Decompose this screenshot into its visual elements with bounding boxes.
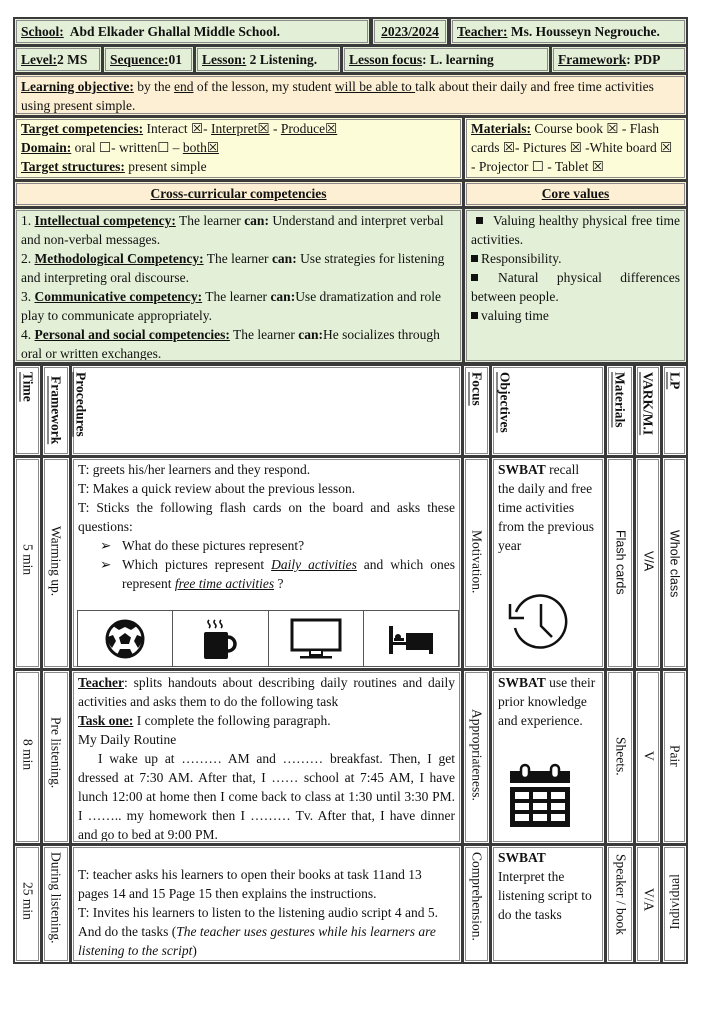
flash-cards-row bbox=[77, 610, 459, 667]
framework-label: Framework bbox=[558, 52, 627, 67]
header-materials-label: Materials bbox=[612, 372, 628, 428]
stage-vark: V/A bbox=[641, 888, 657, 912]
objective-text: recall the daily and free time activities from the previous year bbox=[498, 462, 594, 553]
lesson-cell bbox=[194, 45, 342, 74]
question-text: ? bbox=[274, 576, 284, 591]
flash-card bbox=[269, 611, 364, 666]
stage-warmup-objectives bbox=[490, 456, 606, 670]
daily-activities-text: Daily activities bbox=[271, 557, 357, 572]
domain-label: Domain: bbox=[21, 140, 72, 155]
routine-title: My Daily Routine bbox=[78, 732, 177, 747]
stage-warmup-time bbox=[13, 456, 42, 670]
domain-both: both☒ bbox=[182, 140, 219, 155]
competency-item bbox=[21, 249, 456, 287]
flash-card bbox=[78, 611, 173, 666]
stage-prelistening-lp bbox=[661, 669, 688, 845]
school-value: Abd Elkader Ghallal Middle School. bbox=[69, 24, 280, 39]
task-text: I complete the following paragraph. bbox=[133, 713, 331, 728]
teacher-label: Teacher: bbox=[457, 24, 508, 39]
item-label: Intellectual competency: bbox=[34, 213, 176, 228]
teacher-label: Teacher bbox=[78, 675, 124, 690]
teacher-cell bbox=[449, 17, 688, 46]
item-can: can: bbox=[270, 289, 296, 304]
core-value-item bbox=[471, 249, 680, 268]
stage-framework: During listening. bbox=[48, 852, 64, 944]
header-time-label: Time bbox=[20, 372, 36, 402]
core-value-text: Valuing healthy physical free time activities. bbox=[471, 213, 680, 247]
header-vark bbox=[634, 364, 662, 457]
stage-vark: V bbox=[641, 751, 657, 761]
stage-focus: Comprehension. bbox=[469, 852, 485, 941]
target-structures-value: present simple bbox=[124, 159, 207, 174]
stage-time: 25 min bbox=[20, 882, 36, 920]
stage-prelistening-materials bbox=[605, 669, 635, 845]
question-item bbox=[78, 536, 455, 555]
competency-interact: Interact ☒- bbox=[143, 121, 212, 136]
competency-item bbox=[21, 287, 456, 325]
header-objectives bbox=[490, 364, 606, 457]
core-value-item bbox=[471, 211, 680, 249]
stage-materials: Flash cards bbox=[613, 530, 628, 595]
procedure-line: T: Sticks the following flash cards on the board and asks these questions: bbox=[78, 500, 455, 534]
coffee-mug-icon bbox=[200, 617, 240, 661]
school-year: 2023/2024 bbox=[381, 24, 439, 39]
stage-during-time bbox=[13, 844, 42, 964]
year-cell bbox=[371, 17, 449, 46]
stage-warmup-procedures bbox=[70, 456, 463, 670]
stage-vark: V/A bbox=[641, 551, 656, 572]
stage-prelistening-procedures bbox=[70, 669, 463, 845]
lesson-focus-label: Lesson focus bbox=[349, 52, 423, 67]
objective-end: end bbox=[173, 79, 194, 94]
item-number: 4. bbox=[21, 327, 35, 342]
sequence-label: Sequence: bbox=[110, 52, 169, 67]
free-time-text: free time activities bbox=[174, 576, 275, 591]
cross-curricular-body bbox=[13, 207, 464, 364]
school-label: School: bbox=[21, 24, 64, 39]
procedure-line bbox=[78, 903, 455, 960]
objective-text: use their prior knowledge and experience. bbox=[498, 675, 596, 728]
learning-objective-label: Learning objective: bbox=[21, 79, 134, 94]
header-lp bbox=[661, 364, 688, 457]
target-structures-label: Target structures: bbox=[21, 159, 125, 174]
item-pre: The learner bbox=[175, 213, 245, 228]
core-value-text: Responsibility. bbox=[481, 251, 562, 266]
header-objectives-label: Objectives bbox=[497, 372, 513, 433]
header-materials bbox=[605, 364, 635, 457]
lesson-focus-cell bbox=[341, 45, 551, 74]
stage-prelistening-time bbox=[13, 669, 42, 845]
stage-time: 5 min bbox=[20, 544, 36, 576]
materials-text: Course book ☒ - Flash cards ☒- Pictures ☒ -White board ☒ - Projector ☐ - Tablet ☒ bbox=[471, 121, 673, 174]
core-value-item bbox=[471, 268, 680, 306]
stage-during-focus bbox=[462, 844, 491, 964]
item-text: Understand and interpret verbal and non-verbal messages. bbox=[21, 213, 444, 247]
stage-prelistening-vark bbox=[634, 669, 662, 845]
procedure-text: T: Invites his learners to listen to the listening audio script 4 and 5. And do the tasks ( bbox=[78, 905, 439, 939]
routine-paragraph: I wake up at ……… AM and ……… breakfast. Then, I get dressed at 7:30 AM. After that, I …… school at 7:45 AM, I have lunch 12:00 at home then I come back to class at 1:30 until 3:30 PM. I …….. my homework then I ……… Tv. After that, I have dinner and go to bed at 9:00 PM. bbox=[78, 751, 455, 842]
arrow-bullet-icon: ➢ bbox=[100, 557, 112, 572]
arrow-bullet-icon: ➢ bbox=[100, 538, 112, 553]
item-number: 3. bbox=[21, 289, 35, 304]
stage-warmup-materials bbox=[605, 456, 635, 670]
framework-value: : PDP bbox=[626, 52, 661, 67]
stage-focus: Appropriateness. bbox=[469, 709, 485, 801]
objective-text: of the lesson, my student bbox=[193, 79, 335, 94]
objective-text: by the bbox=[133, 79, 174, 94]
stage-warmup-framework bbox=[41, 456, 71, 670]
procedure-line: T: teacher asks his learners to open their books at task 11and 13 pages 14 and 15 Page 15 then explains the instructions. bbox=[78, 867, 422, 901]
sequence-value: 01 bbox=[168, 52, 182, 67]
sequence-cell bbox=[102, 45, 195, 74]
stage-during-vark bbox=[634, 844, 662, 964]
header-vark-label: VARK/M.I bbox=[640, 372, 656, 436]
separator: - bbox=[269, 121, 281, 136]
stage-focus: Motivation. bbox=[469, 530, 485, 594]
television-icon bbox=[290, 618, 342, 660]
procedure-line: T: Makes a quick review about the previous lesson. bbox=[78, 481, 356, 496]
procedure-text: : splits handouts about describing daily routines and daily activities and asks them to do the following task bbox=[78, 675, 455, 709]
stage-materials: Speaker / book bbox=[613, 854, 629, 935]
history-clock-icon bbox=[506, 586, 576, 656]
calendar-icon bbox=[508, 763, 572, 829]
learning-objective-cell bbox=[13, 73, 688, 117]
item-can: can: bbox=[298, 327, 323, 342]
stage-time: 8 min bbox=[20, 739, 36, 771]
objective-text: talk about their daily and free time activities using present simple. bbox=[21, 79, 654, 113]
procedure-italic: The teacher uses gestures while his learners are listening to the script bbox=[78, 924, 436, 958]
question-item bbox=[78, 555, 455, 593]
item-label: Methodological Competency: bbox=[34, 251, 204, 266]
square-bullet-icon bbox=[476, 217, 483, 224]
item-number: 2. bbox=[21, 251, 35, 266]
core-value-item bbox=[471, 306, 680, 325]
item-can: can: bbox=[271, 251, 297, 266]
item-text: He socializes through oral or written exchanges. bbox=[21, 327, 440, 361]
item-pre: The learner bbox=[229, 327, 299, 342]
cross-curricular-title: Cross-curricular competencies bbox=[150, 186, 327, 201]
target-competencies-label: Target competencies: bbox=[21, 121, 144, 136]
stage-lp: Pair bbox=[667, 745, 683, 767]
materials-cell bbox=[463, 116, 688, 181]
stage-during-framework bbox=[41, 844, 71, 964]
stage-during-procedures bbox=[70, 844, 463, 964]
domain-text: oral ☐- written☐ – bbox=[71, 140, 183, 155]
square-bullet-icon bbox=[471, 255, 478, 262]
target-competencies-cell bbox=[13, 116, 464, 181]
item-can: can: bbox=[244, 213, 269, 228]
stage-prelistening-objectives bbox=[490, 669, 606, 845]
core-values-body bbox=[463, 207, 688, 364]
stage-lp: Individual bbox=[667, 874, 682, 930]
objective-will: will be able to bbox=[334, 79, 416, 94]
stage-warmup-vark bbox=[634, 456, 662, 670]
school-cell bbox=[13, 17, 371, 46]
teacher-value: Ms. Housseyn Negrouche. bbox=[510, 24, 660, 39]
header-lp-label: LP bbox=[667, 372, 683, 390]
lesson-focus-value: : L. learning bbox=[422, 52, 494, 67]
procedure-text: ) bbox=[192, 943, 197, 958]
item-number: 1. bbox=[21, 213, 35, 228]
item-label: Communicative competency: bbox=[34, 289, 203, 304]
item-text: Use strategies for listening and interpreting oral discourse. bbox=[21, 251, 445, 285]
header-time bbox=[13, 364, 42, 457]
core-value-text: valuing time bbox=[481, 308, 549, 323]
stage-lp: Whole class bbox=[667, 530, 682, 598]
task-one-label: Task one: bbox=[78, 713, 134, 728]
competency-interpret: Interpret☒ bbox=[211, 121, 270, 136]
core-values-header bbox=[463, 180, 688, 208]
flash-card bbox=[173, 611, 268, 666]
lesson-value: 2 Listening. bbox=[246, 52, 318, 67]
stage-warmup-lp bbox=[661, 456, 688, 670]
level-value: 2 MS bbox=[57, 52, 88, 67]
swbat-label: SWBAT bbox=[498, 850, 546, 865]
question-text: What do these pictures represent? bbox=[122, 538, 305, 553]
lesson-label: Lesson: bbox=[202, 52, 247, 67]
header-procedures bbox=[70, 364, 463, 457]
question-text: and which ones represent bbox=[122, 557, 455, 591]
header-framework bbox=[41, 364, 71, 457]
stage-prelistening-framework bbox=[41, 669, 71, 845]
framework-cell bbox=[550, 45, 688, 74]
objective-text: Interpret the listening script to do the tasks bbox=[498, 869, 592, 922]
competency-item bbox=[21, 211, 456, 249]
bed-icon bbox=[387, 622, 435, 656]
level-label: Level: bbox=[21, 52, 57, 67]
stage-framework: Warming up. bbox=[48, 526, 64, 597]
stage-during-materials bbox=[605, 844, 635, 964]
header-procedures-label: Procedures bbox=[73, 372, 89, 437]
core-value-text: Natural physical differences between people. bbox=[471, 270, 680, 304]
stage-warmup-focus bbox=[462, 456, 491, 670]
square-bullet-icon bbox=[471, 312, 478, 319]
item-pre: The learner bbox=[203, 251, 272, 266]
cross-curricular-header bbox=[13, 180, 464, 208]
materials-label: Materials: bbox=[471, 121, 531, 136]
competency-item bbox=[21, 325, 456, 363]
soccer-ball-icon bbox=[104, 618, 146, 660]
header-focus bbox=[462, 364, 491, 457]
procedure-line: T: greets his/her learners and they respond. bbox=[78, 462, 311, 477]
item-label: Personal and social competencies: bbox=[34, 327, 230, 342]
stage-during-lp bbox=[661, 844, 688, 964]
swbat-label: SWBAT bbox=[498, 462, 546, 477]
competency-produce: Produce☒ bbox=[280, 121, 338, 136]
level-cell bbox=[13, 45, 103, 74]
item-pre: The learner bbox=[202, 289, 271, 304]
stage-materials: Sheets. bbox=[613, 737, 629, 776]
question-text: Which pictures represent bbox=[122, 557, 272, 572]
flash-card bbox=[364, 611, 458, 666]
square-bullet-icon bbox=[471, 274, 478, 281]
stage-framework: Pre listening. bbox=[48, 717, 64, 789]
stage-prelistening-focus bbox=[462, 669, 491, 845]
header-focus-label: Focus bbox=[469, 372, 485, 406]
stage-during-objectives bbox=[490, 844, 606, 964]
swbat-label: SWBAT bbox=[498, 675, 546, 690]
header-framework-label: Framework bbox=[48, 376, 64, 445]
item-text: Use dramatization and role play to communicate appropriately. bbox=[21, 289, 442, 323]
core-values-title: Core values bbox=[541, 186, 610, 201]
